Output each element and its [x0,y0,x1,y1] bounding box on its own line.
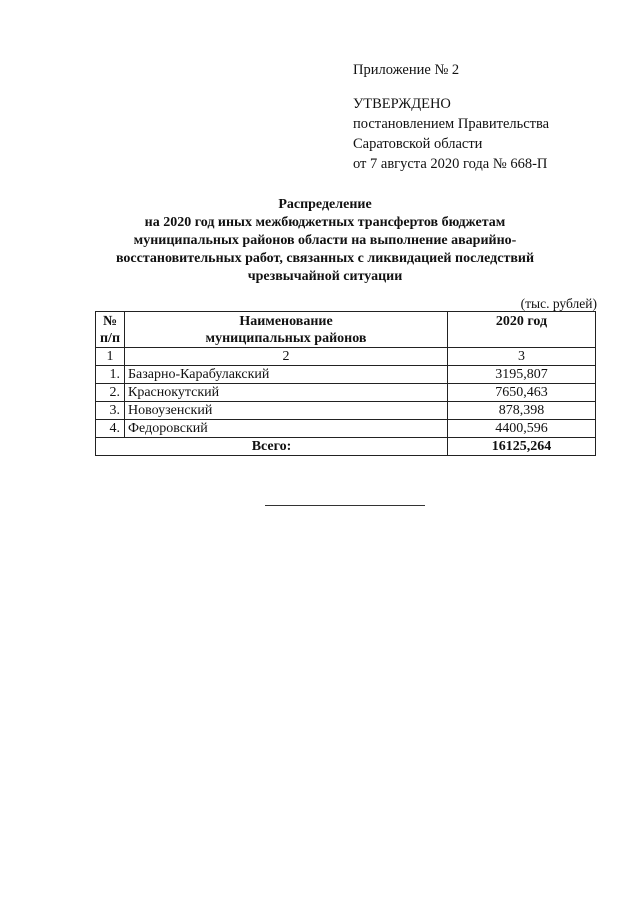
table-row [96,384,596,402]
header-district-name [125,312,448,348]
table-row [96,402,596,420]
district-name: Базарно-Карабулакский [125,366,448,384]
column-number-1: 1 [96,348,125,366]
column-number-2: 2 [125,348,448,366]
row-number: 3. [96,402,125,420]
title-line-4: восстановительных работ, связанных с ликвидацией последствий [115,251,535,266]
title-line-2: на 2020 год иных межбюджетных трансфертов бюджетам [144,215,506,230]
row-number: 1. [96,366,125,384]
total-amount: 16125,264 [448,438,596,456]
row-number: 2. [96,384,125,402]
title-line-3: муниципальных районов области на выполнение аварийно- [133,233,517,248]
header-name-line-1: Наименование [239,314,333,329]
table-header-row [96,312,596,348]
header-number-line-2: п/п [99,331,121,346]
approval-line-2: Саратовской области [353,136,483,152]
approval-line-3: от 7 августа 2020 года № 668-П [353,156,548,172]
column-number-3: 3 [448,348,596,366]
units-label: (тыс. рублей) [520,296,597,311]
district-name: Краснокутский [125,384,448,402]
closing-divider [265,505,425,506]
district-amount: 4400,596 [448,420,596,438]
header-number-line-1: № [102,314,118,329]
header-name-line-2: муниципальных районов [205,331,367,346]
district-name: Новоузенский [125,402,448,420]
column-numbers-row [96,348,596,366]
header-year: 2020 год [448,312,596,348]
district-amount: 3195,807 [448,366,596,384]
approved-stamp-text: УТВЕРЖДЕНО [353,96,451,112]
approval-block [353,60,549,174]
row-number: 4. [96,420,125,438]
district-amount: 7650,463 [448,384,596,402]
header-number [96,312,125,348]
district-amount: 878,398 [448,402,596,420]
document-title [90,196,560,286]
distribution-table [95,311,596,456]
approval-line-1: постановлением Правительства [353,116,550,132]
district-name: Федоровский [125,420,448,438]
total-row [96,438,596,456]
annex-label: Приложение № 2 [353,62,460,78]
table-row [96,420,596,438]
title-line-1: Распределение [278,197,372,212]
table-row [96,366,596,384]
title-line-5: чрезвычайной ситуации [247,269,403,284]
total-label: Всего: [96,438,448,456]
